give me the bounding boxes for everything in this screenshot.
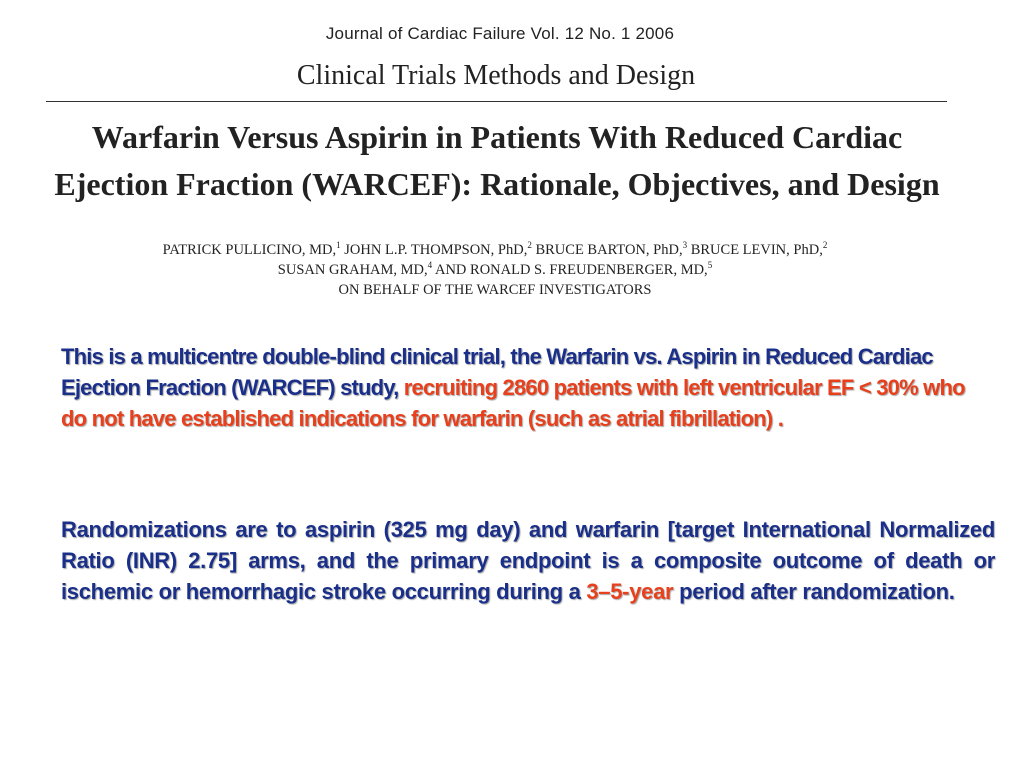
article-title-line-1: Warfarin Versus Aspirin in Patients With Reduced Cardiac — [91, 119, 903, 155]
author-affiliation: 3 — [682, 240, 688, 250]
paragraph-1-highlight: recruiting 2860 patients with left ventricular EF < 30% who do not have established indications for warfarin (such as atrial fibrillation) . — [61, 375, 965, 431]
author-name: AND RONALD S. FREUDENBERGER, MD, — [432, 262, 708, 278]
summary-paragraph-1 — [61, 341, 989, 434]
author-name: SUSAN GRAHAM, MD, — [277, 262, 428, 278]
author-affiliation: 1 — [336, 240, 341, 250]
author-affiliation: 5 — [707, 260, 713, 270]
article-title-line-2: Ejection Fraction (WARCEF): Rationale, Objectives, and Design — [54, 166, 940, 202]
paragraph-2-tail: period after randomization. — [673, 579, 955, 604]
paragraph-2-text: Randomizations are to aspirin (325 mg day) and warfarin [target International Normalized Ratio (INR) 2.75] arms, and the primary endpoint is a composite outcome of death or ischemic or hemorrhagic stroke occurring during a — [61, 517, 995, 604]
paragraph-1-intro: This is a multicentre double-blind clinical trial, the Warfarin vs. Aspirin in Reduced Cardiac Ejection Fraction (WARCEF) study, — [61, 344, 933, 400]
article-title — [40, 114, 954, 208]
author-affiliation: 2 — [527, 240, 532, 250]
header-divider — [46, 101, 947, 102]
author-name: PATRICK PULLICINO, MD, — [162, 242, 337, 258]
paragraph-2-highlight: 3–5-year — [586, 579, 674, 604]
investigators-line: ON BEHALF OF THE WARCEF INVESTIGATORS — [338, 282, 652, 298]
summary-paragraph-2 — [61, 514, 995, 607]
author-name: JOHN L.P. THOMPSON, PhD, — [340, 242, 528, 258]
author-name: BRUCE BARTON, PhD, — [531, 242, 683, 258]
author-name: BRUCE LEVIN, PhD, — [687, 242, 823, 258]
author-list — [90, 240, 900, 300]
journal-citation: Journal of Cardiac Failure Vol. 12 No. 1 2006 — [325, 24, 675, 43]
author-affiliation: 2 — [822, 240, 828, 250]
section-heading: Clinical Trials Methods and Design — [296, 60, 696, 91]
author-affiliation: 4 — [427, 260, 433, 270]
